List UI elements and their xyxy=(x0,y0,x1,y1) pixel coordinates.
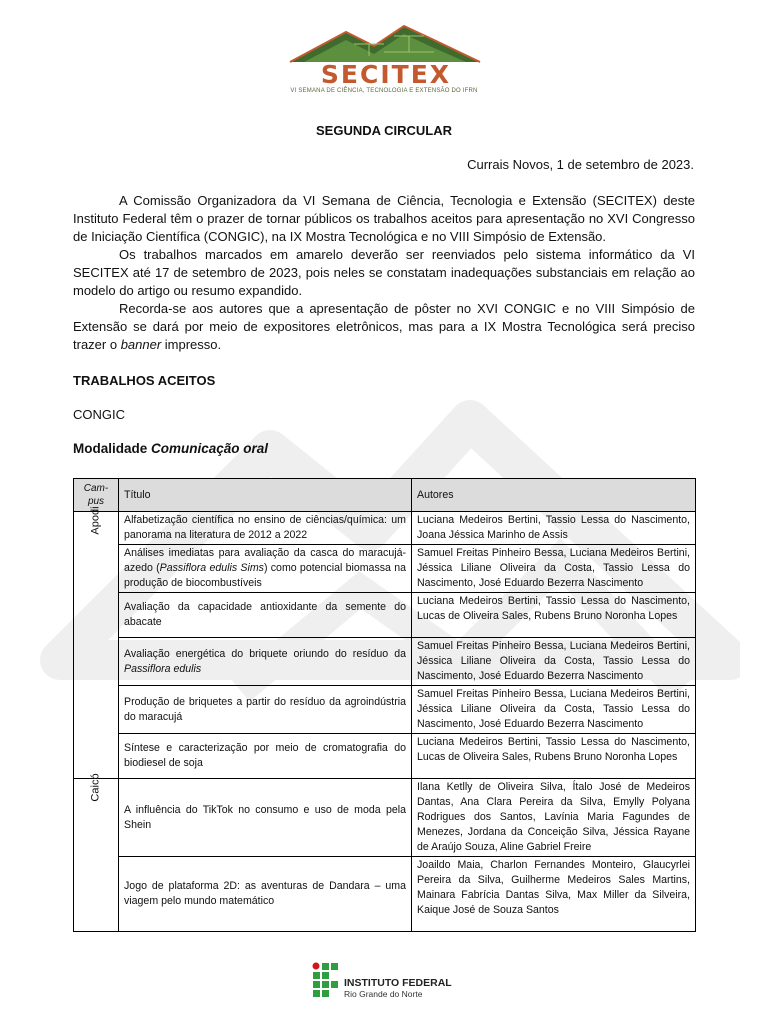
ifrn-logo xyxy=(312,962,462,1002)
section-heading: TRABALHOS ACEITOS xyxy=(73,373,216,388)
campus-cell xyxy=(74,506,119,779)
work-title: Avaliação da capacidade antioxidante da semente do abacate xyxy=(119,593,412,638)
logo-wordmark: SECITEX xyxy=(320,60,452,89)
campus-label: Caicó xyxy=(89,773,102,802)
table-row xyxy=(74,686,696,734)
institution-name: INSTITUTO FEDERAL xyxy=(344,977,452,989)
work-authors: Luciana Medeiros Bertini, Tassio Lessa do Nascimento, Lucas de Oliveira Sales, Rubens Bruno Noronha Lopes xyxy=(412,593,696,638)
body-text xyxy=(73,192,695,354)
work-title: A influência do TikTok no consumo e uso de moda pela Shein xyxy=(119,779,412,857)
work-authors: Luciana Medeiros Bertini, Tassio Lessa do Nascimento, Lucas de Oliveira Sales, Rubens Bruno Noronha Lopes xyxy=(412,734,696,779)
campus-label: Apodi xyxy=(89,506,102,535)
paragraph: Recorda-se aos autores que a apresentação de pôster no XVI CONGIC e no VIII Simpósio de Extensão se dará por meio de expositores eletrônicos, mas para a IX Mostra Tecnológica será preciso trazer o banner impresso. xyxy=(73,301,695,352)
work-authors: Ilana Ketlly de Oliveira Silva, Ítalo José de Medeiros Dantas, Ana Clara Pereira da Silva, Emylly Polyana Rodrigues dos Santos, Lavínia Maria Fagundes de Menezes, Jordana da Conceição Silva, Jéssica Rayane de Araújo Souza, Aline Gabriel Freire xyxy=(412,779,696,857)
mountain-icon xyxy=(284,22,484,64)
column-header-campus: Cam-pus xyxy=(74,479,119,512)
work-title: Análises imediatas para avaliação da casca do maracujá-azedo (Passiflora edulis Sims) como potencial biomassa na produção de biocombustíveis xyxy=(119,545,412,593)
emphasis: banner xyxy=(120,337,162,352)
column-header-title: Título xyxy=(119,479,412,512)
work-title: Alfabetização científica no ensino de ciências/química: um panorama na literatura de 2012 a 2022 xyxy=(119,512,412,545)
work-authors: Samuel Freitas Pinheiro Bessa, Luciana Medeiros Bertini, Jéssica Liliane Oliveira da Costa, Tassio Lessa do Nascimento, José Eduardo Bezerra Nascimento xyxy=(412,686,696,734)
table-header-row xyxy=(74,479,696,512)
subsection-label: CONGIC xyxy=(73,407,125,422)
page-title: SEGUNDA CIRCULAR xyxy=(315,123,453,138)
if-grid-icon xyxy=(312,962,340,998)
work-authors: Samuel Freitas Pinheiro Bessa, Luciana Medeiros Bertini, Jéssica Liliane Oliveira da Costa, Tassio Lessa do Nascimento, José Eduardo Bezerra Nascimento xyxy=(412,638,696,686)
accepted-works-table xyxy=(73,478,696,932)
table-row xyxy=(74,734,696,779)
dateline: Currais Novos, 1 de setembro de 2023. xyxy=(467,157,694,172)
table-row xyxy=(74,512,696,545)
paragraph: Os trabalhos marcados em amarelo deverão ser reenviados pelo sistema informático da VI SECITEX até 17 de setembro de 2023, pois neles se constatam inadequações substanciais em relação ao modelo do artigo ou resumo expandido. xyxy=(73,247,695,298)
work-title: Jogo de plataforma 2D: as aventuras de Dandara – uma viagem pelo mundo matemático xyxy=(119,857,412,932)
institution-subtitle: Rio Grande do Norte xyxy=(344,989,423,999)
logo-subtitle: VI SEMANA DE CIÊNCIA, TECNOLOGIA E EXTENSÃO DO IFRN xyxy=(290,88,478,94)
work-authors: Joaildo Maia, Charlon Fernandes Monteiro, Glaucyrlei Pereira da Silva, Guilherme Medeiros Sales Martins, Mainara Fabrícia Dantas Silva, Max Miller da Silveira, Kaique José de Souza Santos xyxy=(412,857,696,932)
table-row xyxy=(74,593,696,638)
table-row xyxy=(74,857,696,932)
table-row xyxy=(74,779,696,857)
campus-cell xyxy=(74,773,119,932)
modality-heading: Modalidade Comunicação oral xyxy=(73,441,269,456)
paragraph: A Comissão Organizadora da VI Semana de Ciência, Tecnologia e Extensão (SECITEX) deste Instituto Federal têm o prazer de tornar públicos os trabalhos aceitos para apresentação no XVI Congresso de Iniciação Científica (CONGIC), na IX Mostra Tecnológica e no VIII Simpósio de Extensão. xyxy=(73,193,695,244)
work-authors: Samuel Freitas Pinheiro Bessa, Luciana Medeiros Bertini, Jéssica Liliane Oliveira da Costa, Tassio Lessa do Nascimento, José Eduardo Bezerra Nascimento xyxy=(412,545,696,593)
table-row xyxy=(74,638,696,686)
work-title: Avaliação energética do briquete oriundo do resíduo da Passiflora edulis xyxy=(119,638,412,686)
table-body xyxy=(74,506,696,932)
work-title: Produção de briquetes a partir do resíduo da agroindústria do maracujá xyxy=(119,686,412,734)
column-header-authors: Autores xyxy=(412,479,696,512)
table-row xyxy=(74,545,696,593)
work-title: Síntese e caracterização por meio de cromatografia do biodiesel de soja xyxy=(119,734,412,779)
work-authors: Luciana Medeiros Bertini, Tassio Lessa do Nascimento, Joana Jéssica Marinho de Assis xyxy=(412,512,696,545)
